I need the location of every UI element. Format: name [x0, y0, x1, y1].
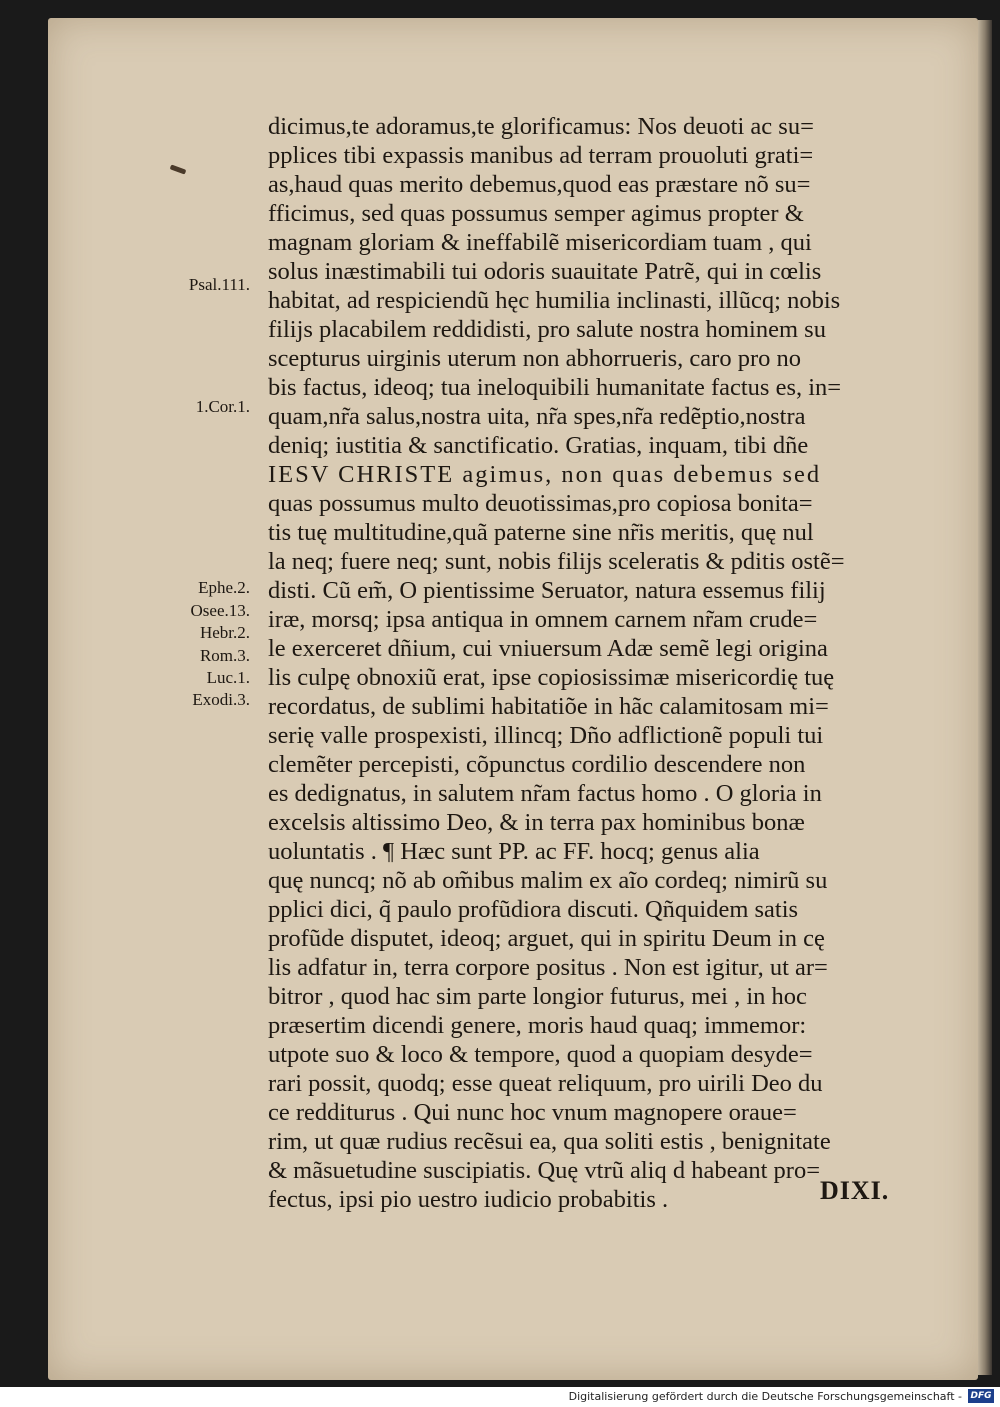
- text-line: quam,nr̃a salus,nostra uita, nr̃a spes,nr̃a redẽptio,nostra: [268, 403, 806, 430]
- text-line: excelsis altissimo Deo, & in terra pax hominibus bonæ: [268, 809, 805, 836]
- text-line: bitror , quod hac sim parte longior futurus, mei , in hoc: [268, 983, 807, 1010]
- text-line: filijs placabilem reddidisti, pro salute nostra hominem su: [268, 316, 826, 343]
- text-line: fficimus, sed quas possumus semper agimus propter &: [268, 200, 804, 227]
- dfg-logo[interactable]: DFG: [968, 1389, 994, 1403]
- text-line: lis adfatur in, terra corpore positus . Non est igitur, ut ar=: [268, 954, 828, 981]
- text-line: profũde disputet, ideoq; arguet, qui in spiritu Deum in cę: [268, 925, 825, 952]
- text-line: la neq; fuere neq; sunt, nobis filijs sceleratis & pditis ostẽ=: [268, 548, 845, 575]
- footer-bar: [0, 1387, 1000, 1407]
- text-line: serię valle prospexisti, illincq; Dño adflictionẽ populi tui: [268, 722, 824, 749]
- marginal-note: Ephe.2.: [198, 578, 250, 597]
- text-line: solus inæstimabili tui odoris suauitate Patrẽ, qui in cœlis: [268, 258, 822, 285]
- funding-notice: Digitalisierung gefördert durch die Deutsche Forschungsgemeinschaft -: [568, 1390, 962, 1403]
- text-line: pplices tibi expassis manibus ad terram prouoluti grati=: [268, 142, 814, 169]
- body-text: [268, 112, 916, 1214]
- text-line: recordatus, de sublimi habitatiõe in hãc calamitosam mi=: [268, 693, 829, 720]
- text-line: tis tuę multitudine,quã paterne sine nr̃is meritis, quę nul: [268, 519, 814, 546]
- text-line: bis factus, ideoq; tua ineloquibili humanitate factus es, in=: [268, 374, 842, 401]
- text-line: uoluntatis . ¶ Hæc sunt PP. ac FF. hocq; genus alia: [268, 838, 760, 865]
- marginal-note: Hebr.2.: [199, 623, 250, 642]
- text-line: fectus, ipsi pio uestro iudicio probabitis .: [268, 1186, 669, 1213]
- marginal-note: 1.Cor.1.: [195, 397, 250, 416]
- page-edge: [978, 20, 992, 1375]
- marginal-note: Exodi.3.: [192, 690, 250, 709]
- text-line: le exerceret dñium, cui vniuersum Adæ semẽ legi origina: [268, 635, 828, 662]
- text-line: clemẽter percepisti, cõpunctus cordilio descendere non: [268, 751, 806, 778]
- text-line: dicimus,te adoramus,te glorificamus: Nos deuoti ac su=: [268, 113, 814, 140]
- text-line: lis culpę obnoxiũ erat, ipse copiosissimæ misericordię tuę: [268, 664, 835, 691]
- text-line: disti. Cũ em̃, O pientissime Seruator, natura essemus filij: [268, 577, 826, 604]
- text-line: pplici dici, q̃ paulo profũdiora discuti. Qñquidem satis: [268, 896, 799, 923]
- text-line: iræ, morsq; ipsa antiqua in omnem carnem nr̃am crude=: [268, 606, 818, 633]
- text-line: magnam gloriam & ineffabilẽ misericordiam tuam , qui: [268, 229, 812, 256]
- marginal-note: Luc.1.: [206, 668, 250, 687]
- marginal-note: Osee.13.: [190, 601, 250, 620]
- closing-signature: DIXI.: [820, 1176, 890, 1205]
- text-line: ce redditurus . Qui nunc hoc vnum magnopere oraue=: [268, 1099, 797, 1126]
- text-line: rari possit, quodq; esse queat reliquum, pro uirili Deo du: [268, 1070, 823, 1097]
- text-line: & mãsuetudine suscipiatis. Quę vtrũ aliq d habeant pro=: [268, 1157, 821, 1184]
- text-line: scepturus uirginis uterum non abhorrueris, caro pro no: [268, 345, 801, 372]
- marginal-note: Rom.3.: [199, 646, 250, 665]
- text-line: deniq; iustitia & sanctificatio. Gratias, inquam, tibi dñe: [268, 432, 809, 459]
- text-line: as,haud quas merito debemus,quod eas præstare nõ su=: [268, 171, 811, 198]
- marginal-note: Psal.111.: [188, 275, 250, 294]
- text-line: præsertim dicendi genere, moris haud quaq; immemor:: [268, 1012, 807, 1039]
- text-line: utpote suo & loco & tempore, quod a quopiam desyde=: [268, 1041, 813, 1068]
- text-line: habitat, ad respiciendũ hęc humilia inclinasti, illũcq; nobis: [268, 287, 841, 314]
- text-line: IESV CHRISTE agimus, non quas debemus sed: [268, 461, 822, 488]
- text-line: quas possumus multo deuotissimas,pro copiosa bonita=: [268, 490, 813, 517]
- text-line: es dedignatus, in salutem nr̃am factus homo . O gloria in: [268, 780, 822, 807]
- text-line: rim, ut quæ rudius recẽsui ea, qua soliti estis , benignitate: [268, 1128, 831, 1155]
- text-line: quę nuncq; nõ ab om̃ibus malim ex aĩo cordeq; nimirũ su: [268, 867, 828, 894]
